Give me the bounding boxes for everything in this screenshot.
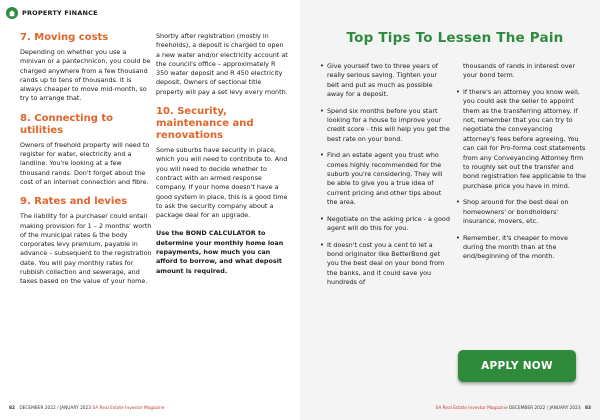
left-column-2 [156, 32, 288, 276]
apply-now-button[interactable]: APPLY NOW [458, 350, 576, 382]
tips-column-2 [456, 62, 586, 269]
tip-item: • Remember, it's cheaper to move during the month than at the end/beginning of the month. [456, 233, 568, 261]
left-footer [6, 406, 164, 411]
left-footer-magazine: SA Real Estate Investor Magazine [92, 406, 165, 411]
house-icon [6, 7, 18, 19]
tip-item: • Find an estate agent you trust who comes highly recommended for the suburb you're considering. They will be able to give you a true idea of current pricing and other tips about the area. [320, 151, 443, 207]
deposit-body: Shortly after registration (mostly in freeholds), a deposit is charged to open a new water and/or electricity account at the council's office – approximately R 350 water deposit and R 450 electricity deposit. Owners of sectional title property will pay a set levy every month. [156, 32, 288, 96]
tip-continuation: thousands of rands in interest over your bond term. [463, 62, 576, 80]
tip-item: • Give yourself two to three years of really serious saving. Tighten your belt and put as much as possible away for a deposit. [320, 62, 438, 99]
tips-title: Top Tips To Lessen The Pain [346, 30, 564, 46]
utilities-body: Owners of freehold property will need to register for water, electricity and a landline. You're looking at a few thousand rands. Don't forget about the cost of an internet connection and fibre. [20, 140, 150, 186]
bond-calculator-note: Use the BOND CALCULATOR to determine your monthly home loan repayments, how much you can afford to borrow, and what deposit amount is required. [156, 229, 284, 275]
tip-item: • If there's an attorney you know well, you could ask the seller to appoint them as the transferring attorney. If not, remember that you can try to negotiate the conveyancing attorney's fees before agreeing. You can call for Pro-forma cost statements from any Conveyancing Attorney firm to roughly set out the transfer and bond registration fee applicable to the purchase price you have in mind. [456, 87, 586, 190]
moving-costs-body: Depending on whether you use a minivan or a pantechnicon, you could be charged anywhere from a few thousand rands up to tens of thousands. It is always cheaper to move mid-month, so try to arrange that. [20, 48, 151, 103]
section-badge [6, 6, 98, 20]
tips-column-1 [320, 62, 450, 295]
rates-heading: 9. Rates and levies [20, 196, 128, 208]
rates-body: The liability for a purchaser could entail making provision for 1 – 2 months' worth of the municipal rates & the body corporates levy premium, payable in advance – subsequent to the registration date. You will pay monthly rates for rubbish collection and sewerage, and taxes based on the value of your home. [20, 212, 152, 286]
right-page-number: 83 [585, 406, 591, 411]
security-heading: 10. Security, maintenance and renovations [156, 106, 254, 142]
tip-item: • Negotiate on the asking price - a good agent will do this for you. [320, 214, 450, 233]
tip-item: • Spend six months before you start looking for a house to improve your credit score - this will help you get the best rate on your bond. [320, 106, 450, 143]
left-column-1 [20, 32, 152, 287]
tip-item: • Shop around for the best deal on homeowners' or bondholders' insurance, movers, etc. [456, 198, 569, 226]
right-footer-date: DECEMBER 2022 / JANUARY 2023 [508, 406, 581, 411]
left-footer-date: DECEMBER 2022 / JANUARY 2023 [19, 406, 92, 411]
moving-costs-heading: 7. Moving costs [20, 32, 109, 43]
section-label: PROPERTY FINANCE [22, 9, 98, 17]
right-footer [436, 406, 594, 411]
security-body: Some suburbs have security in place, which you will need to contribute to. And you will need to decide whether to contract with an armed response company. If your home doesn't have a good system in place, this is a good time to ask the security company about a package deal for an upgrade. [156, 146, 288, 220]
right-footer-magazine: SA Real Estate Investor Magazine [435, 406, 508, 411]
utilities-heading: 8. Connecting to utilities [20, 112, 114, 136]
left-page-number: 82 [9, 406, 15, 411]
tip-item: • It doesn't cost you a cent to let a bond originator like BetterBond get you the best deal on your bond from the banks, and it could save you hundreds of [320, 240, 445, 287]
